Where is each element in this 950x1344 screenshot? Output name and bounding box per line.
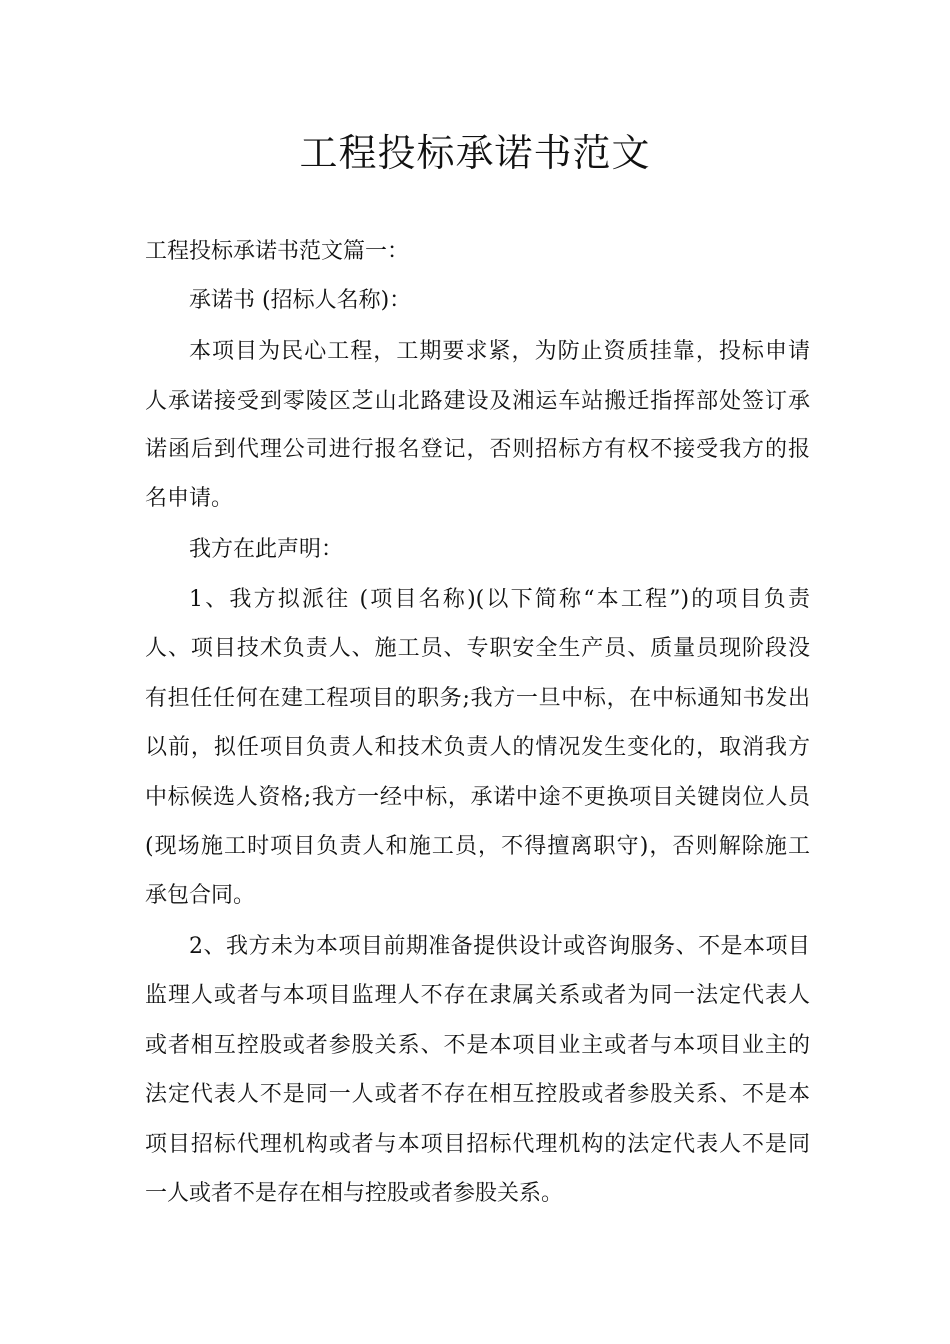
clause-2-line: 一人或者不是存在相与控股或者参股关系。 <box>145 1181 564 1206</box>
paragraph-line: 人承诺接受到零陵区芝山北路建设及湘运车站搬迁指挥部处签订承 <box>145 389 810 414</box>
salutation-line: 承诺书 (招标人名称)： <box>189 288 412 313</box>
paragraph-line: 诺函后到代理公司进行报名登记，否则招标方有权不接受我方的报 <box>145 437 810 462</box>
clause-1-line: 承包合同。 <box>145 883 256 908</box>
clause-1-line: (现场施工时项目负责人和施工员，不得擅离职守)，否则解除施工 <box>145 834 810 859</box>
clause-2-line: 或者相互控股或者参股关系、不是本项目业主或者与本项目业主的 <box>145 1033 810 1058</box>
paragraph-line: 名申请。 <box>145 486 234 511</box>
clause-2-line: 项目招标代理机构或者与本项目招标代理机构的法定代表人不是同 <box>145 1132 810 1157</box>
clause-2-line: 2、我方未为本项目前期准备提供设计或咨询服务、不是本项目 <box>189 934 810 959</box>
declaration-line: 我方在此声明： <box>189 537 344 562</box>
clause-2-line: 法定代表人不是同一人或者不存在相互控股或者参股关系、不是本 <box>145 1082 810 1107</box>
clause-1-line: 中标候选人资格;我方一经中标，承诺中途不更换项目关键岗位人员 <box>145 785 810 810</box>
clause-1-line: 人、项目技术负责人、施工员、专职安全生产员、质量员现阶段没 <box>145 636 810 661</box>
clause-1-line: 以前，拟任项目负责人和技术负责人的情况发生变化的，取消我方 <box>145 735 810 760</box>
clause-1-line: 有担任任何在建工程项目的职务;我方一旦中标，在中标通知书发出 <box>145 686 810 711</box>
paragraph-line: 本项目为民心工程，工期要求紧，为防止资质挂靠，投标申请 <box>189 339 810 364</box>
clause-1-line: 1、我方拟派往 (项目名称)(以下简称“本工程”)的项目负责 <box>189 587 810 612</box>
document-title: 工程投标承诺书范文 <box>299 131 651 175</box>
clause-2-line: 监理人或者与本项目监理人不存在隶属关系或者为同一法定代表人 <box>145 983 810 1008</box>
section-heading: 工程投标承诺书范文篇一： <box>145 239 410 264</box>
